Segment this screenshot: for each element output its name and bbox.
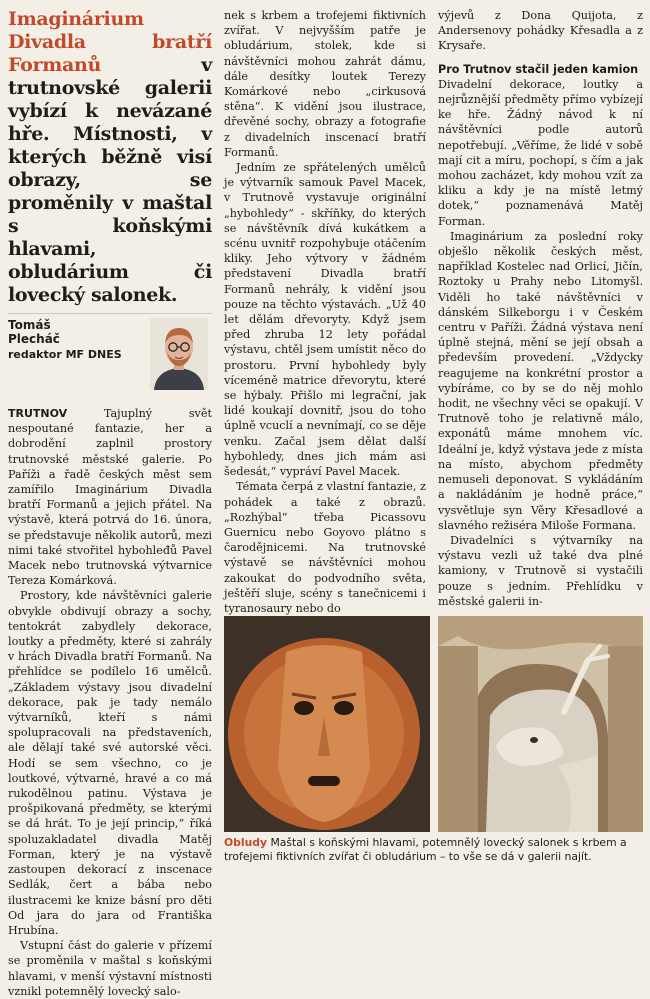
byline [8, 313, 212, 400]
author-last-name: Plecháč [8, 332, 60, 346]
author-role: redaktor MF DNES [8, 348, 122, 361]
headline [8, 8, 212, 307]
paragraph: Imaginárium za poslední roky obješlo několik českých měst, například Kostelec nad Orlicí, Jičín, Roztoky u Prahy nebo Litomyšl. Viděli ho také návštěvníci v dánském Silkeborgu i v Českém centru v Paříži. Žádná výstava není úplně stejná, mění se její obsah a především provedení. „Vždycky reagujeme na konkrétní prostor a vybíráme, co by se do něj mohlo hodit, ne všechny věci se opakují. V Trutnově toho je relativně málo, exponátů máme mnohem víc. Ideální je, když výstava jede z místa na místo, abychom předměty nemuseli deponovat. S vykládáním a nakládáním je hodně práce,“ vysvětluje syn Věry Křesadlové a slavného režiséra Miloše Formana. [438, 229, 643, 532]
photo-unicorn [438, 616, 643, 832]
paragraph: Prostory, kde návštěvníci galerie obvykle obdivují obrazy a sochy, tentokrát zabydlely dekorace, loutky a předměty, které si zahrály v hrách Divadla bratří Formanů. Na přehlídce se podílelo 16 umělců. „Základem výstavy jsou divadelní dekorace, pak je tady nemálo výtvarníků, kteří s námi spolupracovali na představeních, ale dělají také své autorské věci. Hodí se sem všechno, co je loutkové, výtvarné, hravé a co má rukodělnou patinu. Výstava je prošpikovaná předměty, se kterými se dá hrát. To je její princip,“ říká spoluzakladatel divadla Matěj Forman, který je na výstavě zastoupen dekorací z inscenace Sedlák, čert a bába nebo ilustracemi ke knize básní pro děti Od jara do jara od Františka Hrubína. [8, 589, 212, 937]
caption-label: Obludy [224, 836, 268, 849]
paragraph: Témata čerpá z vlastní fantazie, z pohádek a také z obrazů. „Rozhýbal“ třeba Picassovu Guernicu nebo Goyovo plátno s čarodějnicemi. Na trutnovské výstavě se návštěvníci mohou zakoukat do podvodního světa, ještěří sluje, scény s tanečnicemi i tyranosaury nebo do [224, 480, 426, 615]
column-2 [224, 8, 426, 616]
paragraph: nek s krbem a trofejemi fiktivních zvířat. V nejvyšším patře je obludárium, stolek, kde si návštěvníci mohou zahrát dámu, dále desítky loutek Terezy Komárkové nebo „cirkusová stěna“. K vidění jsou ilustrace, dřevěné sochy, obrazy a fotografie z divadelních inscenací bratří Formanů. [224, 9, 426, 159]
photo-mask [224, 616, 430, 832]
headline-rest: v trutnovské galerii vybízí k nevázané hře. Místnosti, v kterých běžně visí obrazy, se proměnily v maštal s koňskými hlavami, obludárium či lovecký salonek. [8, 54, 212, 306]
author-avatar [150, 318, 208, 390]
paragraph: TRUTNOV Tajuplný svět nespoutané fantazie, her a dobrodění zaplnil prostory trutnovské městské galerie. Po Paříži a řadě českých měst sem zamířilo Imaginárium Divadla bratří Formanů a jejich přátel. Na výstavě, která potrvá do 16. února, se představuje několik autorů, mezi nimi také stvořitel hybohleđů Pavel Macek nebo trutnovská výtvarnice Tereza Komárková. [8, 407, 212, 588]
dateline: TRUTNOV [8, 407, 68, 420]
column-1 [8, 8, 212, 999]
paragraph: Vstupní část do galerie v přízemí se proměnila v maštal s koňskými hlavami, v menší výstavní místnosti vznikl potemnělý lovecký salo- [8, 939, 212, 998]
column-3 [438, 8, 643, 609]
paragraph: Divadelníci s výtvarníky na výstavu vezli už také dva plné kamiony, v Trutnově si vystačili pouze s jedním. Přehlídku v městské galerii in- [438, 533, 643, 608]
paragraph: Divadelní dekorace, loutky a nejrůznější předměty přímo vybízejí ke hře. Žádný návod k ní návštěvníci podle autorů nepotřebují. „Věříme, že lidé v sobě mají cit a míru, pochopí, s čím a jak mohou zacházet, kdy mohou vzít za kliku a kdy je na místě letmý dotek,“ poznamenává Matěj Forman. [438, 77, 643, 228]
photo-caption [224, 836, 643, 864]
author-first-name: Tomáš [8, 318, 51, 332]
paragraph: výjevů z Dona Quijota, z Andersenovy pohádky Křesadla a z Krysaře. [438, 9, 643, 53]
subheading: Pro Trutnov stačil jeden kamion [438, 62, 639, 76]
caption-text: Maštal s koňskými hlavami, potemnělý lovecký salonek s krbem a trofejemi fiktivních zvířat či obludárium – to vše se dá v galerii najít. [224, 836, 627, 863]
headline-accent: Imaginárium Divadla bratří Formanů [8, 8, 212, 76]
paragraph: Jedním ze spřátelených umělců je výtvarník samouk Pavel Macek, v Trutnově vystavuje originální „hybohledy“ - skříňky, do kterých se návštěvník dívá kukátkem a scénu uvnitř rozpohybuje otáčením kliky. Jeho výtvory v žádném představení Divadla bratří Formanů nehrály, k vidění jsou pouze na těchto výstavách. „Už 40 let dělám dřevoryty. Když jsem před zhruba 12 lety pořádal výstavu, chtěl jsem umístit něco do prostoru. První hybohledy byly víceméně matrice dřevorytu, které se hýbaly. Přišlo mi legrační, jak lidé koukají dovnitř, jsou do toho úplně vcuclí a nevnímají, co se děje venku. Začal jsem dělat další hybohledy, dnes jich mám asi šedesát,“ vypráví Pavel Macek. [224, 161, 426, 479]
